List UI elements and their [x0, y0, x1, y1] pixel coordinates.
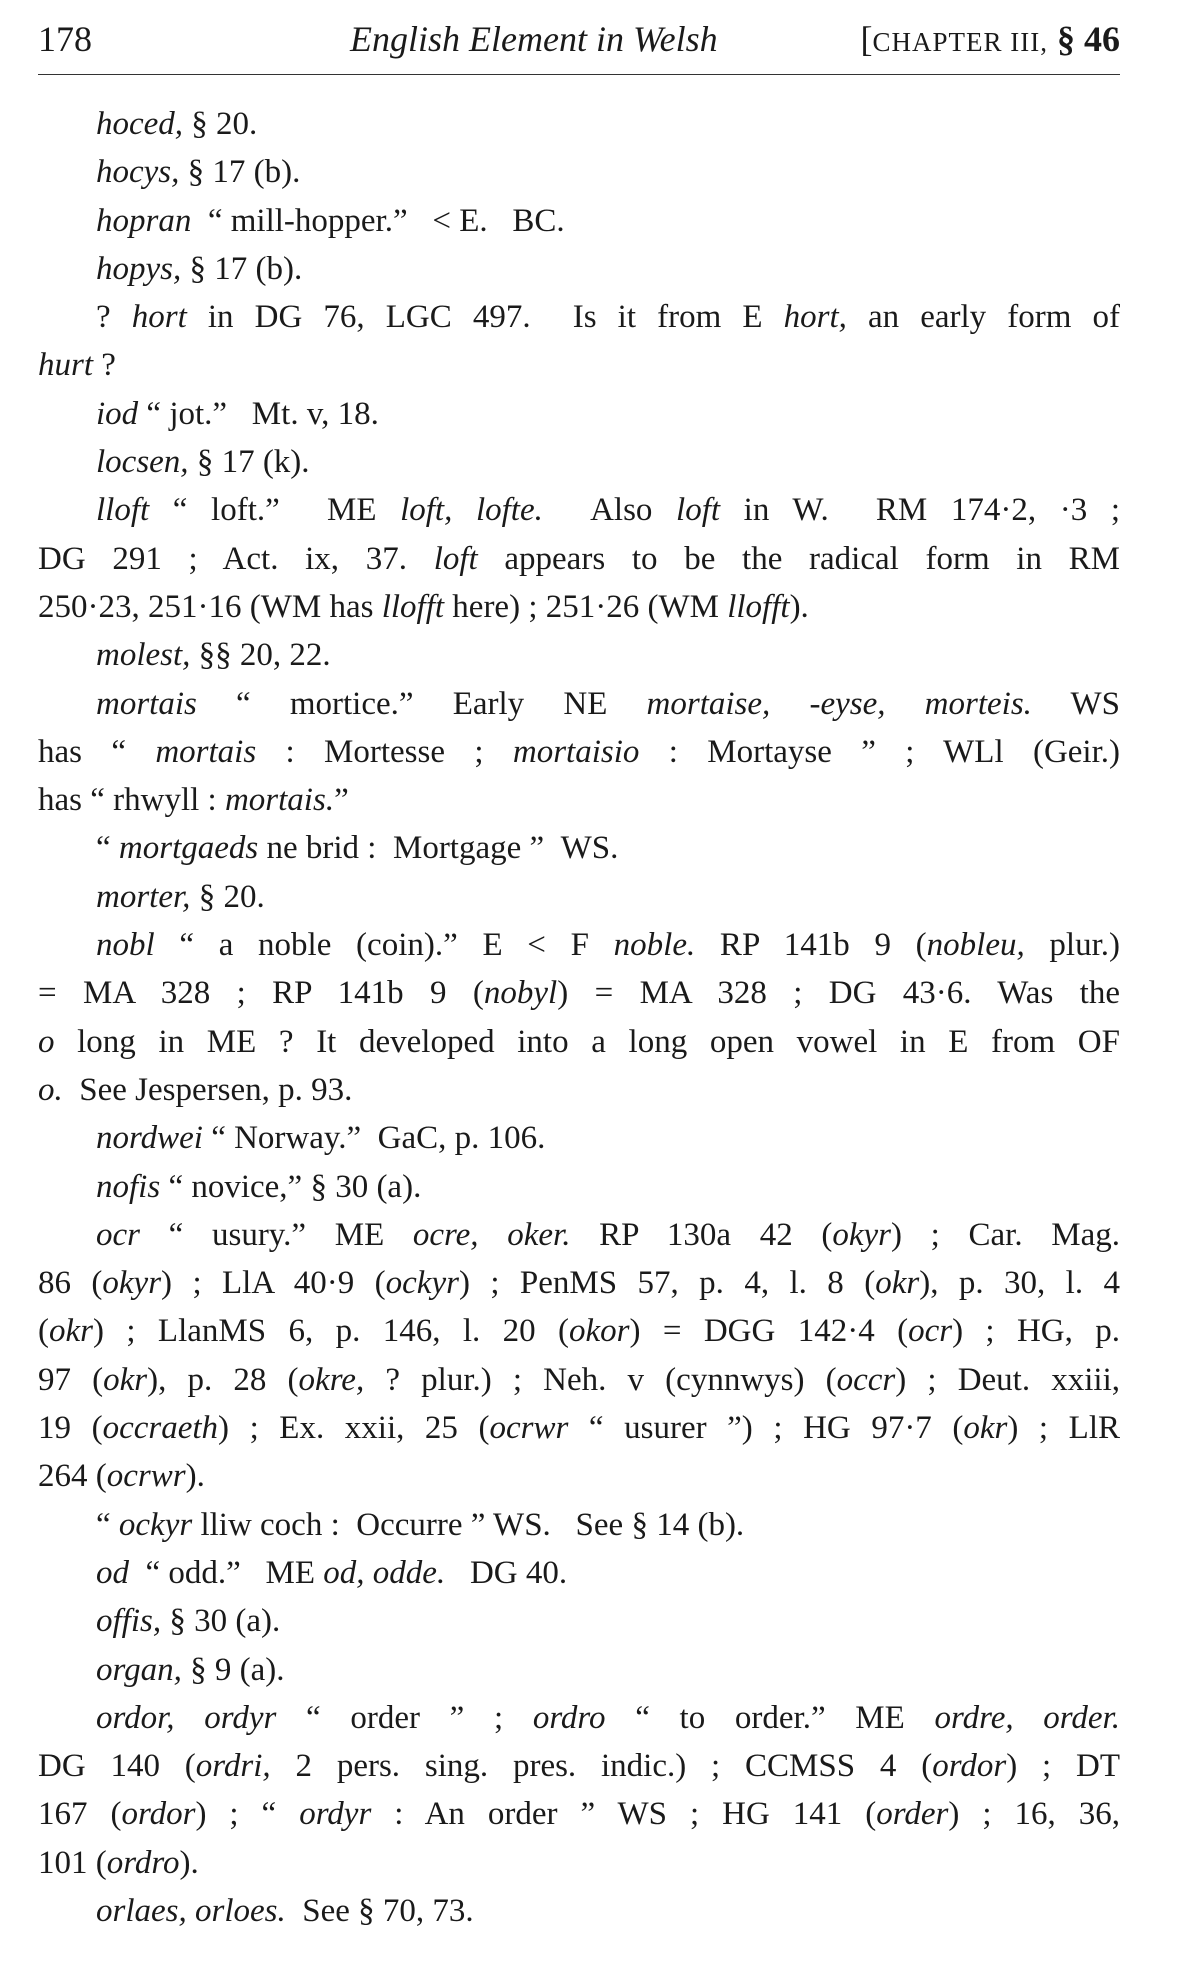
- text-line: DG 140 (ordri, 2 pers. sing. pres. indic.) ; CCMSS 4 (ordor) ; DT: [38, 1748, 1120, 1785]
- text-line: iod “ jot.” Mt. v, 18.: [96, 395, 379, 432]
- text-line: morter, § 20.: [96, 878, 265, 915]
- text-line: offis, § 30 (a).: [96, 1603, 281, 1640]
- page-number: 178: [38, 19, 92, 59]
- text-line: o long in ME ? It developed into a long open vowel in E from OF: [38, 1023, 1120, 1060]
- text-line: 19 (occraeth) ; Ex. xxii, 25 (ocrwr “ usurer ”) ; HG 97·7 (okr) ; LlR: [38, 1410, 1121, 1447]
- text-line: 167 (ordor) ; “ ordyr : An order ” WS ; HG 141 (order) ; 16, 36,: [38, 1796, 1120, 1833]
- text-line: hopys, § 17 (b).: [96, 250, 303, 287]
- text-line: lloft “ loft.” ME loft, lofte. Also loft in W. RM 174·2, ·3 ;: [96, 492, 1120, 529]
- text-line: 86 (okyr) ; LlA 40·9 (ockyr) ; PenMS 57, p. 4, l. 8 (okr), p. 30, l. 4: [38, 1265, 1120, 1302]
- text-line: o. See Jespersen, p. 93.: [38, 1071, 353, 1108]
- text-line: nobl “ a noble (coin).” E < F noble. RP 141b 9 (nobleu, plur.): [96, 927, 1121, 964]
- page-body: [38, 100, 1120, 1935]
- text-line: hoced, § 20.: [96, 106, 258, 142]
- text-line: “ mortgaeds ne brid : Mortgage ” WS.: [96, 830, 619, 867]
- text-line: mortais “ mortice.” Early NE mortaise, -eyse, morteis. WS: [96, 685, 1120, 722]
- text-line: DG 291 ; Act. ix, 37. loft appears to be the radical form in RM: [38, 540, 1121, 577]
- chapter-reference: [861, 8, 1121, 73]
- text-line: 101 (ordro).: [38, 1844, 199, 1881]
- text-line: has “ mortais : Mortesse ; mortaisio : Mortayse ” ; WLl (Geir.): [38, 733, 1120, 770]
- text-line: 97 (okr), p. 28 (okre, ? plur.) ; Neh. v (cynnwys) (occr) ; Deut. xxiii,: [38, 1361, 1120, 1398]
- text-line: ? hort in DG 76, LGC 497. Is it from E hort, an early form of: [96, 299, 1120, 336]
- running-title: English Element in Welsh: [350, 19, 718, 59]
- running-header: [38, 8, 1120, 70]
- text-line: = MA 328 ; RP 141b 9 (nobyl) = MA 328 ; DG 43·6. Was the: [38, 975, 1120, 1012]
- text-line: locsen, § 17 (k).: [96, 444, 310, 481]
- text-line: orlaes, orloes. See § 70, 73.: [96, 1892, 474, 1929]
- header-rule: [38, 74, 1120, 75]
- text-line: hocys, § 17 (b).: [96, 154, 301, 191]
- chapter-label: CHAPTER III,: [872, 27, 1048, 57]
- text-line: nordwei “ Norway.” GaC, p. 106.: [96, 1120, 546, 1157]
- text-line: ordor, ordyr “ order ” ; ordro “ to order.” ME ordre, order.: [96, 1699, 1120, 1736]
- text-line: has “ rhwyll : mortais.”: [38, 782, 349, 819]
- text-line: (okr) ; LlanMS 6, p. 146, l. 20 (okor) = DGG 142·4 (ocr) ; HG, p.: [38, 1313, 1121, 1350]
- text-line: ocr “ usury.” ME ocre, oker. RP 130a 42 (okyr) ; Car. Mag.: [96, 1216, 1120, 1253]
- chapter-bracket: [: [860, 19, 873, 59]
- text-line: 264 (ocrwr).: [38, 1458, 205, 1495]
- text-line: hopran “ mill-hopper.” < E. BC.: [96, 202, 565, 239]
- text-line: nofis “ novice,” § 30 (a).: [96, 1168, 422, 1205]
- text-line: hurt ?: [38, 347, 116, 384]
- text-line: od “ odd.” ME od, odde. DG 40.: [96, 1554, 568, 1591]
- text-line: “ ockyr lliw coch : Occurre ” WS. See § 14 (b).: [96, 1506, 745, 1543]
- text-line: molest, §§ 20, 22.: [96, 637, 331, 674]
- section-mark: § 46: [1057, 19, 1120, 59]
- text-line: 250·23, 251·16 (WM has llofft here) ; 251·26 (WM llofft).: [38, 588, 809, 625]
- text-line: organ, § 9 (a).: [96, 1651, 285, 1688]
